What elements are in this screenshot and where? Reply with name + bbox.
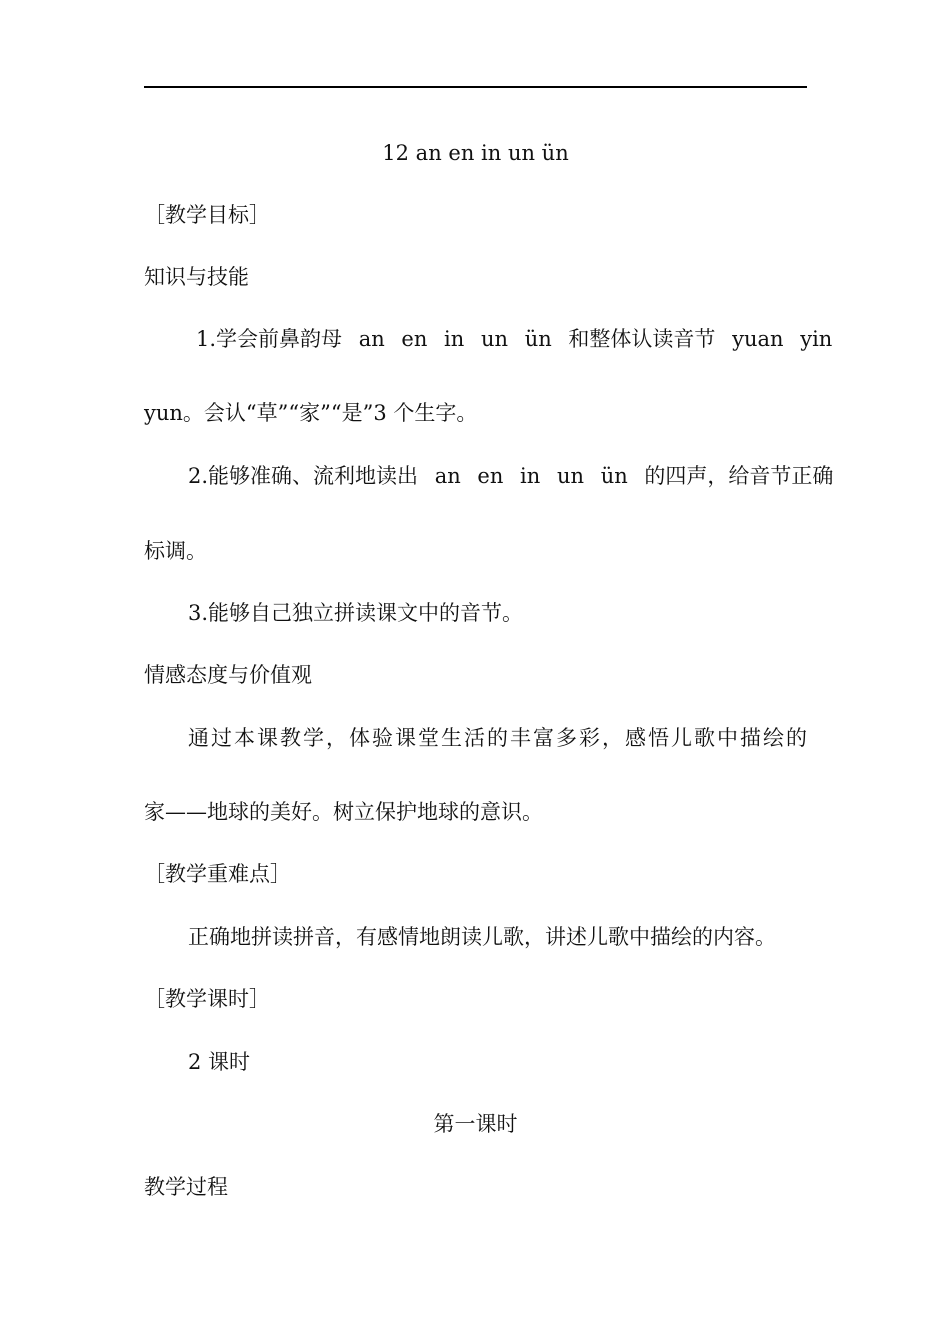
goal-2-line-1: 2.能够准确、流利地读出 an en in un ün 的四声，给音节正确 — [188, 464, 834, 488]
section-heading-key-points: ［教学重难点］ — [144, 862, 291, 886]
goal-1-line-2: yun。会认“草”“家”“是”3 个生字。 — [144, 401, 478, 425]
section-heading-goals: ［教学目标］ — [144, 203, 270, 227]
goal-3: 3.能够自己独立拼读课文中的音节。 — [188, 601, 524, 625]
subheading-knowledge: 知识与技能 — [144, 265, 249, 289]
header-rule — [144, 86, 807, 88]
lesson-title: 12 an en in un ün — [382, 141, 569, 165]
subheading-emotion: 情感态度与价值观 — [144, 663, 312, 687]
goal-1-line-1: 1.学会前鼻韵母 an en in un ün 和整体认读音节 yuan yin — [196, 327, 833, 351]
key-points-text: 正确地拼读拼音，有感情地朗读儿歌，讲述儿歌中描绘的内容。 — [188, 925, 776, 949]
subheading-process: 教学过程 — [144, 1175, 228, 1199]
emotion-line-2: 家——地球的美好。树立保护地球的意识。 — [144, 800, 543, 824]
first-lesson-title: 第一课时 — [433, 1112, 518, 1136]
emotion-line-1: 通过本课教学，体验课堂生活的丰富多彩，感悟儿歌中描绘的 — [188, 726, 807, 750]
goal-2-line-2: 标调。 — [144, 539, 207, 563]
section-heading-hours: ［教学课时］ — [144, 987, 270, 1011]
hours-text: 2 课时 — [188, 1050, 251, 1074]
